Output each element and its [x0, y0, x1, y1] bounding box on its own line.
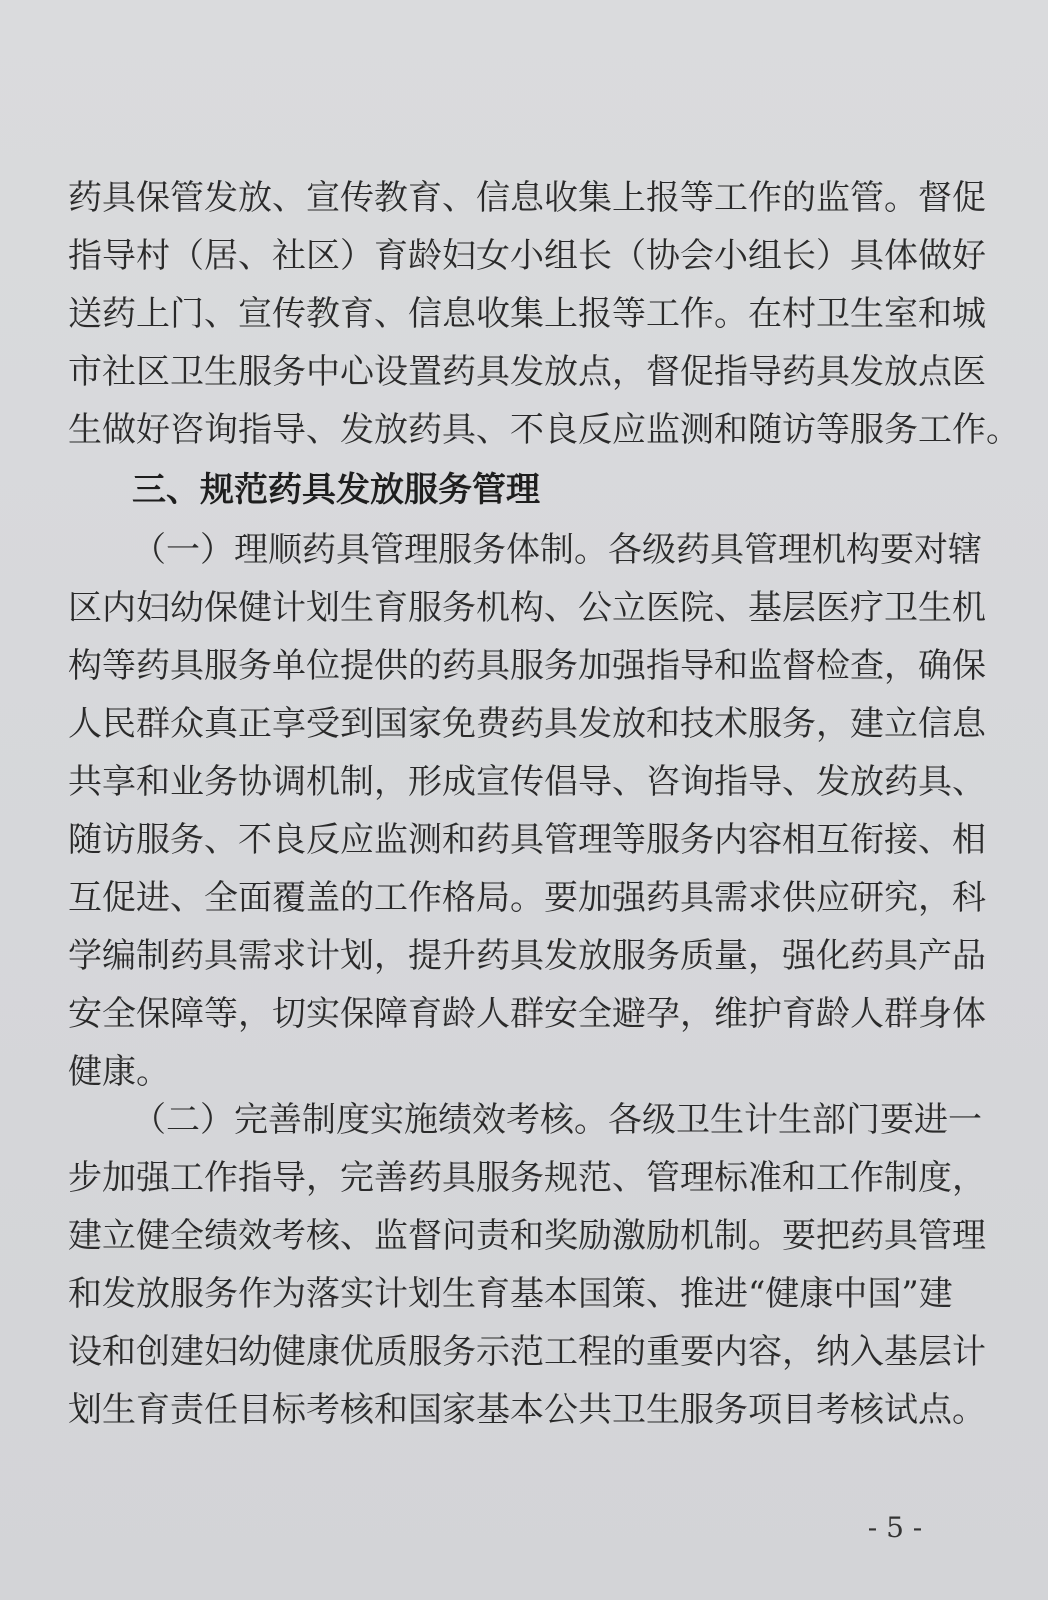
text-line: 划生育责任目标考核和国家基本公共卫生服务项目考核试点。 [68, 1390, 986, 1430]
text-line: 生做好咨询指导、发放药具、不良反应监测和随访等服务工作。 [68, 410, 1020, 450]
text-line: 步加强工作指导，完善药具服务规范、管理标准和工作制度， [68, 1158, 986, 1198]
text-line: 人民群众真正享受到国家免费药具发放和技术服务，建立信息 [68, 704, 986, 744]
text-line: 随访服务、不良反应监测和药具管理等服务内容相互衔接、相 [68, 820, 986, 860]
section-heading: 三、规范药具发放服务管理 [132, 470, 540, 510]
text-line: 市社区卫生服务中心设置药具发放点，督促指导药具发放点医 [68, 352, 986, 392]
text-line: 设和创建妇幼健康优质服务示范工程的重要内容，纳入基层计 [68, 1332, 986, 1372]
text-line: 安全保障等，切实保障育龄人群安全避孕，维护育龄人群身体 [68, 994, 986, 1034]
page-number: - 5 - [867, 1511, 923, 1544]
text-line: 建立健全绩效考核、监督问责和奖励激励机制。要把药具管理 [68, 1216, 986, 1256]
subsection-heading-line: （一）理顺药具管理服务体制。各级药具管理机构要对辖 [132, 530, 982, 570]
text-line: 和发放服务作为落实计划生育基本国策、推进“健康中国”建 [68, 1274, 953, 1314]
text-line: 构等药具服务单位提供的药具服务加强指导和监督检查，确保 [68, 646, 986, 686]
text-line: 区内妇幼保健计划生育服务机构、公立医院、基层医疗卫生机 [68, 588, 986, 628]
text-line: 药具保管发放、宣传教育、信息收集上报等工作的监管。督促 [68, 178, 986, 218]
subsection-heading-line: （二）完善制度实施绩效考核。各级卫生计生部门要进一 [132, 1100, 982, 1140]
text-line: 学编制药具需求计划，提升药具发放服务质量，强化药具产品 [68, 936, 986, 976]
text-line: 指导村（居、社区）育龄妇女小组长（协会小组长）具体做好 [68, 236, 986, 276]
text-line: 共享和业务协调机制，形成宣传倡导、咨询指导、发放药具、 [68, 762, 986, 802]
text-line: 互促进、全面覆盖的工作格局。要加强药具需求供应研究，科 [68, 878, 986, 918]
text-line: 健康。 [68, 1052, 170, 1092]
text-line: 送药上门、宣传教育、信息收集上报等工作。在村卫生室和城 [68, 294, 986, 334]
